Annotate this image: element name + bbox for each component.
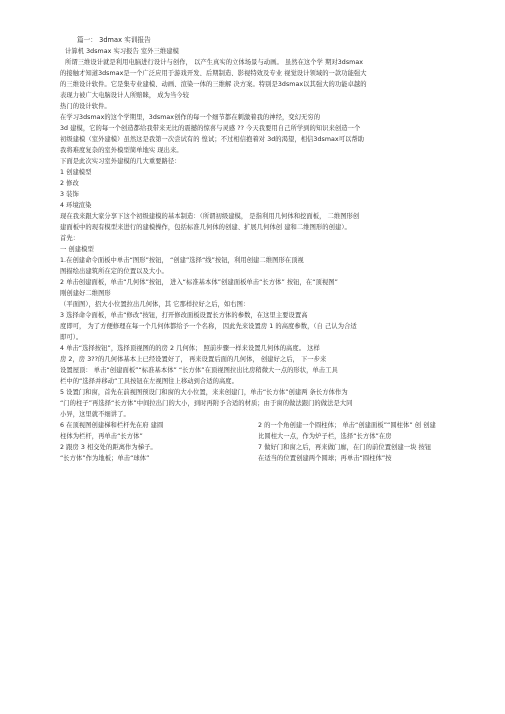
- body-line: 在学习3dsmax的这个学期里，3dsmax创作的每一个细节都在刺激着我的神经，变幻无穷的: [60, 114, 321, 121]
- body-line: 4 单击“选择按钮”，选择顶视图的的房 2 几何体； 照前步骤一样来设置几何体的高度。 这样: [60, 345, 320, 352]
- body-line: 3 选择命令面板，单击“修改”按钮，打开修改面板设置长方体的参数，在这里主要设置高: [60, 312, 308, 319]
- body-line: 5 设置门和窗，首先在前视图预设门和窗的大小位置，来来创建门，单击“长方体”创建两 条长方体作为: [60, 389, 348, 396]
- body-line: 现在我来跟大家分享下这个初级建模的基本制造：（所谓初级建模， 是指利用几何体和挖面板， 二维图形创: [60, 213, 360, 220]
- body-line: （平面图），招大小位置拉出几何体，其 它那样拉好之后，如右图：: [60, 301, 250, 308]
- body-line: 热门的设计软件。: [60, 103, 111, 110]
- body-line: 首先：: [60, 235, 80, 242]
- body-line: 设置屋顶： 单击“创建面板”“标准基本体” “长方体”在顶视图拉出比房稍微大一点的形状，单击工具: [60, 367, 338, 374]
- doc-title: 篇一： 3dmax 实训报告: [77, 36, 151, 44]
- body-line: 表现力被广大电脑设计人所赔睐， 成为当今较: [60, 92, 189, 99]
- left-column-line: 2 跟房 3 相交处的距离作为梯子。: [60, 444, 157, 451]
- body-line: 2 单击创建面板，单击“几何体”按钮， 进入“标准基本体”创建面板单击“长方体” 按钮，在“顶视图”: [60, 279, 338, 286]
- body-line: 房 2，房 3??的几何体基本上已经设置好了， 再来设置后面的几何体， 创建好之后， 下一步来: [60, 356, 327, 363]
- body-line: 我将难度复杂的室外模型简单地实 现出来。: [60, 147, 183, 154]
- list-item: 1 创建模型: [60, 169, 92, 176]
- right-column-line: 在适当的位置创建两个圆球；再单击“圆柱体”按: [258, 455, 392, 462]
- body-line: 1.在创建命令面板中单击“图形”按钮， “创建”选择“线”按钮，利用创建二维图形在顶视: [60, 257, 304, 264]
- body-line: 栏中的“选择并移动”工具按钮在左视图往上移动到合适的高度。: [60, 378, 238, 385]
- left-column-line: 6 在顶视图创建梯和栏杆先在府 建圆: [60, 422, 164, 429]
- body-line: 小异，这里就不细讲了。: [60, 411, 130, 418]
- list-item: 4 环境渲染: [60, 202, 92, 209]
- body-line: 3d 建模，它的每一个创造都给我带来无比的震撼的惊喜与灵感 ?? 今天我要用自己所学到的知识来创造一个: [60, 125, 361, 132]
- body-line: “门的柱子”再选择“长方体”中间拉出门的大小，到时再附予合适的材质；由于窗的做法跟门的做法是大同: [60, 400, 353, 407]
- doc-subtitle: 计算机 3dsmax 实习报告 室外三维建模: [65, 48, 179, 55]
- right-column-line: 7 做好门和窗之后，再来做门廊，在门的前位置创建一块 按钮: [258, 444, 432, 451]
- right-column-line: 比圆柱大一点，作为炉子栏，选择“长方体”在房: [258, 433, 392, 440]
- body-line: 图描绘出建筑所在定的位置以及大小。: [60, 268, 168, 275]
- left-column-line: 柱体为栏杆，再单击“长方体”: [60, 433, 143, 440]
- body-line: 刚创建好二维图形: [60, 290, 111, 297]
- body-line: 初级建模（室外建模）虽然这是我第一次尝试有的 惶试；不过相信抱着对 3d的渴望，相信3dsmax可以帮助: [60, 136, 365, 143]
- body-line: 建面板中的现有模型来进行的建模操作，包括标准几何体的创建、扩展几何体创 建和二维图形的创建）。: [60, 224, 351, 231]
- body-line: 所谓三维设计就是利用电脑进行设计与创作， 以产生真实的立体场景与动画。 虽然在这个学 期对3dsmax: [65, 59, 364, 66]
- body-line: 度即可， 为了方便修理在每一个几何体都给予一个名称， 因此先来设置房 1 的高度参数，（自 己认为合适: [60, 323, 357, 330]
- list-item: 2 修改: [60, 180, 79, 187]
- left-column-line: “长方体”作为地板；单击“球体”: [60, 455, 150, 462]
- list-item: 3 装饰: [60, 191, 79, 198]
- body-line: 的三维设计软件。它是集专业建模、动画、渲染一体的三维解 决方案。特别是3dsmax以其强大的功能卓越的: [60, 81, 367, 88]
- right-column-line: 2 的一个角创建一个圆柱体； 单击“创建面板”“圆柱体” 创 创建: [258, 422, 436, 429]
- body-line: 即可）。: [60, 334, 83, 341]
- section-heading: 一 创建模型: [60, 246, 94, 253]
- body-line: 下面是此次实习室外建模的几大重要路径：: [60, 158, 181, 165]
- body-line: 的接触才知道3dsmax是一个广泛应用于游戏开发、后期制造、影视特效及专业 视觉设计领域的一款功能强大: [60, 70, 367, 77]
